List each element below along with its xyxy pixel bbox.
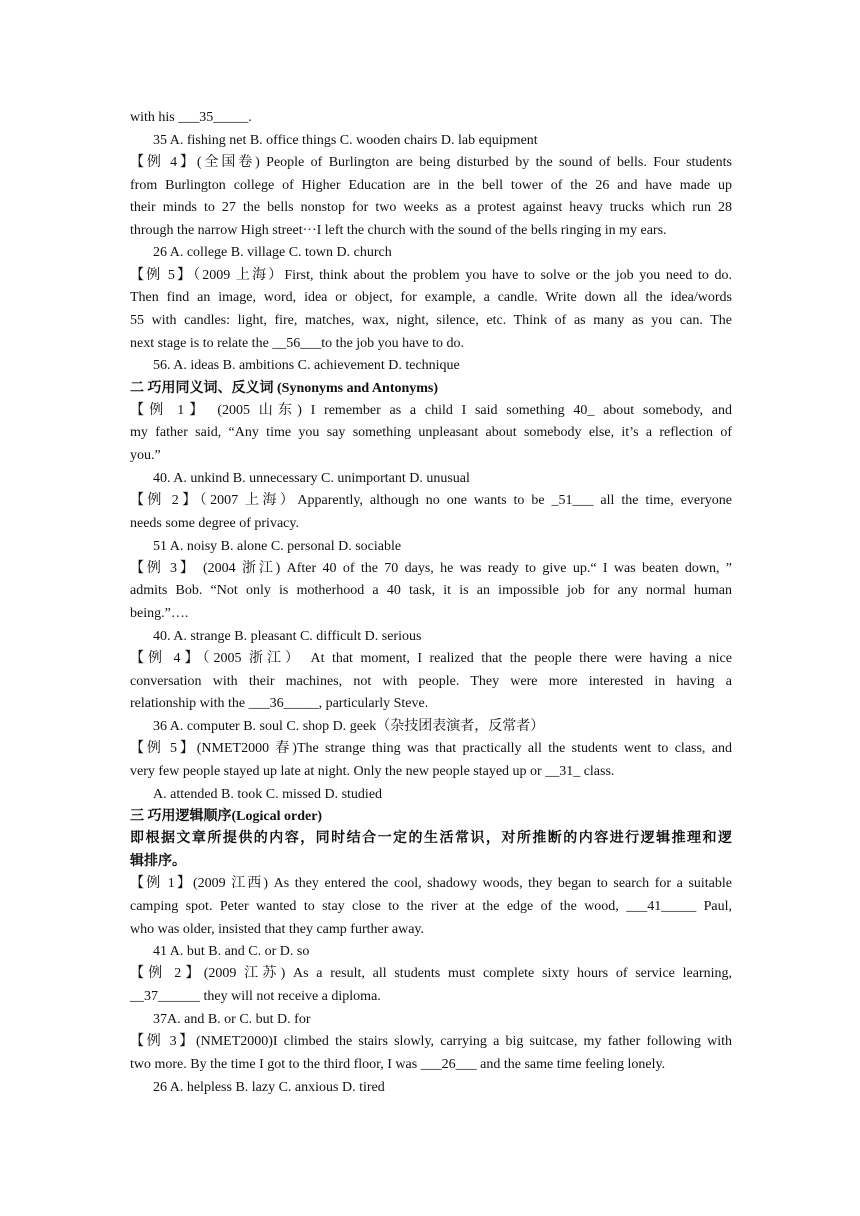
section-intro: 即根据文章所提供的内容，同时结合一定的生活常识，对所推断的内容进行逻辑推理和逻 bbox=[130, 831, 732, 846]
answer-options: 41 A. but B. and C. or D. so bbox=[153, 944, 310, 959]
answer-options: 35 A. fishing net B. office things C. wooden chairs D. lab equipment bbox=[153, 133, 538, 148]
example-heading-line: 【例 3】 (2004 浙江) After 40 of the 70 days, he was ready to give up.“ I was beaten down, ” bbox=[130, 561, 732, 576]
section-intro: 辑排序。 bbox=[130, 854, 186, 869]
answer-options: 51 A. noisy B. alone C. personal D. sociable bbox=[153, 539, 402, 554]
text-line: with his ___35_____. bbox=[130, 110, 252, 125]
answer-options: 36 A. computer B. soul C. shop D. geek（杂技团表演者，反常者） bbox=[153, 719, 545, 734]
text-line: my father said, “Any time you say something unpleasant about somebody else, it’s a reflection of bbox=[130, 425, 732, 440]
text-line: Then find an image, word, idea or object, for example, a candle. Write down all the idea/words bbox=[130, 290, 732, 305]
text-line: relationship with the ___36_____, particularly Steve. bbox=[130, 696, 429, 711]
text-line: being.”…. bbox=[130, 606, 189, 621]
example-heading-line: 【例 2】(2009 江苏) As a result, all students must complete sixty hours of service learning, bbox=[130, 966, 732, 981]
example-heading-line: 【例 1】 (2005 山东) I remember as a child I said something 40_ about somebody, and bbox=[130, 403, 732, 418]
text-line: needs some degree of privacy. bbox=[130, 516, 299, 531]
text-line: camping spot. Peter wanted to stay close to the river at the edge of the wood, ___41_____ Paul, bbox=[130, 899, 732, 914]
text-line: admits Bob. “Not only is motherhood a 40 task, it is an impossible job for any normal human bbox=[130, 583, 732, 598]
answer-options: 26 A. helpless B. lazy C. anxious D. tired bbox=[153, 1080, 385, 1095]
text-line: from Burlington college of Higher Education are in the bell tower of the 26 and have made up bbox=[130, 178, 732, 193]
example-heading-line: 【例 4】（2005 浙江） At that moment, I realized that the people there were having a nice bbox=[130, 651, 732, 666]
text-line: conversation with their machines, not with people. They were more interested in having a bbox=[130, 674, 732, 689]
text-line: through the narrow High street···I left the church with the sound of the bells ringing in my ears. bbox=[130, 223, 667, 238]
text-line: very few people stayed up late at night. Only the new people stayed up or __31_ class. bbox=[130, 764, 615, 779]
answer-options: 40. A. unkind B. unnecessary C. unimportant D. unusual bbox=[153, 471, 470, 486]
answer-options: 37A. and B. or C. but D. for bbox=[153, 1012, 311, 1027]
text-line: __37______ they will not receive a diploma. bbox=[130, 989, 381, 1004]
answer-options: 56. A. ideas B. ambitions C. achievement D. technique bbox=[153, 358, 460, 373]
text-line: two more. By the time I got to the third floor, I was ___26___ and the same time feeling lonely. bbox=[130, 1057, 666, 1072]
example-heading-line: 【例 3】(NMET2000)I climbed the stairs slowly, carrying a big suitcase, my father following with bbox=[130, 1034, 732, 1049]
text-line: next stage is to relate the __56___to the job you have to do. bbox=[130, 336, 464, 351]
text-line: 55 with candles: light, fire, matches, wax, night, silence, etc. Think of as many as you can. The bbox=[130, 313, 732, 328]
text-line: you.” bbox=[130, 448, 161, 463]
text-line: who was older, insisted that they camp further away. bbox=[130, 922, 424, 937]
example-heading-line: 【例 5】（2009 上海）First, think about the problem you have to solve or the job you need to do. bbox=[130, 268, 732, 283]
example-heading-line: 【例 4】(全国卷) People of Burlington are being disturbed by the sound of bells. Four students bbox=[130, 155, 732, 170]
text-line: their minds to 27 the bells nonstop for two weeks as a protest against heavy trucks which run 28 bbox=[130, 200, 732, 215]
section-heading: 二 巧用同义词、反义词 (Synonyms and Antonyms) bbox=[130, 381, 439, 396]
answer-options: A. attended B. took C. missed D. studied bbox=[153, 787, 383, 802]
answer-options: 40. A. strange B. pleasant C. difficult D. serious bbox=[153, 629, 422, 644]
example-heading-line: 【例 5】(NMET2000 春)The strange thing was that practically all the students went to class, and bbox=[130, 741, 732, 756]
example-heading-line: 【例 2】（2007 上海）Apparently, although no one wants to be _51___ all the time, everyone bbox=[130, 493, 732, 508]
answer-options: 26 A. college B. village C. town D. church bbox=[153, 245, 392, 260]
section-heading: 三 巧用逻辑顺序(Logical order) bbox=[130, 809, 323, 824]
example-heading-line: 【例 1】(2009 江西) As they entered the cool, shadowy woods, they began to search for a suitable bbox=[130, 876, 732, 891]
